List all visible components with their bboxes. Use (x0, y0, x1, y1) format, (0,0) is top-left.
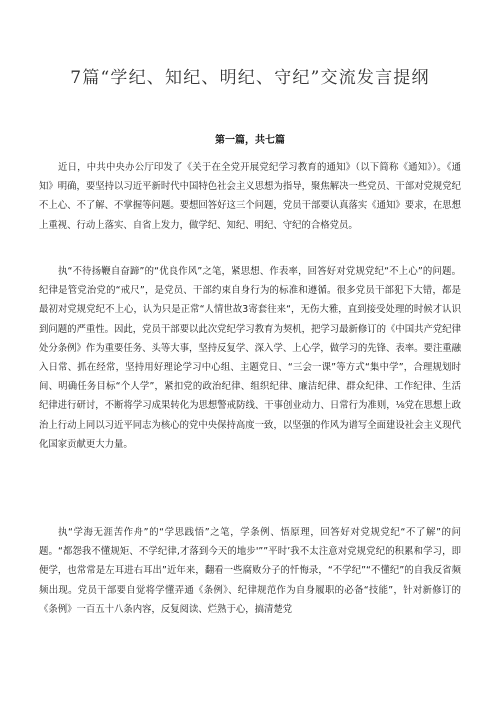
paragraph-1: 近日，中共中央办公厅印发了《关于在全党开展党纪学习教育的通知》（以下简称《通知》）。《通知》明确，要坚持以习近平新时代中国特色社会主义思想为指导，聚焦解决一些党员、干部对党规党纪不上心、不了解、不掌握等问题。要想回答好这三个问题，党员干部要认真落实《通知》要求，在思想上重视、行动上落实、自省上发力，做学纪、知纪、明纪、守纪的合格党员。 (39, 162, 461, 231)
section-heading: 第一篇，共七篇 (215, 135, 285, 146)
paragraph-3: 执“学海无涯苦作舟”的“学思践悟”之笔，学条例、悟原理，回答好对党规党纪“不了解”的问题。“都怨我不懂规矩、不学纪律,才落到今天的地步'””平时’我不太注意对党规党纪的积累和学习，即便学，也常常是左耳进右耳出”近年来，翻看一些腐败分子的忏悔录，“不学纪”“不懂纪”的自我反省频频出现。党员干部要自觉将学懂弄通《条例》、纪律规范作为自身履职的必备“技能”，针对新修订的《条例》一百五十八条内容，反复阅读、烂熟于心，搞清楚党 (39, 527, 461, 615)
paragraph-2: 执“不待扬鞭自奋蹄”的“优良作风”之笔，紧思想、作表率，回答好对党规党纪“不上心”的问题。纪律是管党治党的“戒尺”，是党员、干部约束自身行为的标准和遵循。很多党员干部犯下大错，都是最初对党规党纪不上心，认为只是正常“人情世故3寄套往来“，无伤大雅，直到接受处理的时候才认识到问题的严重性。因此，党员干部要以此次党纪学习教育为契机，把学习最新修订的《中国共产党纪律处分条例》作为重要任务、头等大事，坚持反复学、深入学、上心学，做学习的先锋、表率。要注重融入日常、抓在经常，坚持用好理论学习中心组、主题党日、“三会一课”等方式“集中学”，合理规划时间、明确任务目标“个人学”，紧扣党的政治纪律、组织纪律、廉洁纪律、群众纪律、工作纪律、生活纪律进行研讨，不断将学习成果转化为思想警戒防线、干事创业动力、日常行为准则，⅛党在思想上政治上行动上同以习近平同志为核心的党中央保持高度一致，以坚强的作风为谱写全面建设社会主义现代化国家贡献更大力量。 (39, 266, 461, 450)
document-title: 7篇“学纪、知纪、明纪、守纪”交流发言提纲 (70, 68, 430, 88)
